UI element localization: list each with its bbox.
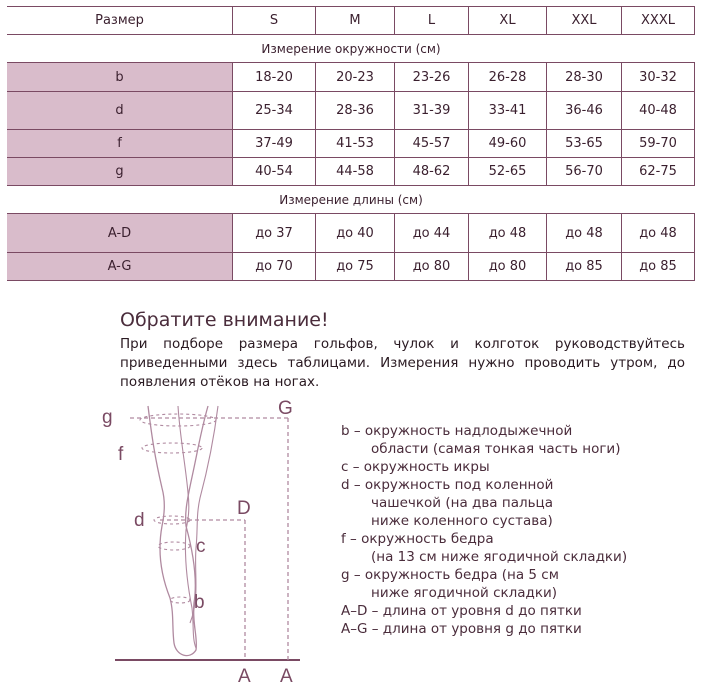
legend-line: g – окружность бедра (на 5 см: [341, 567, 559, 583]
header-size-label: Размер: [7, 7, 233, 35]
table-cell: до 48: [547, 214, 622, 253]
table-cell: 28-30: [547, 63, 622, 92]
b-circumference: [170, 597, 190, 603]
table-row: [7, 92, 695, 130]
table-cell: 30-32: [622, 63, 695, 92]
table-cell: до 48: [469, 214, 547, 253]
table-row: [7, 158, 695, 186]
table-cell: 40-54: [233, 158, 316, 186]
table-cell: до 40: [316, 214, 395, 253]
table-cell: до 85: [547, 253, 622, 281]
table-cell: 31-39: [395, 92, 469, 130]
table-cell: 62-75: [622, 158, 695, 186]
table-cell: 28-36: [316, 92, 395, 130]
label-c: c: [196, 536, 206, 557]
table-header-row: [7, 6, 695, 35]
legend-line: чашечкой (на два пальца: [371, 495, 554, 511]
header-size: S: [233, 7, 316, 35]
legend-line: f – окружность бедра: [341, 531, 494, 547]
row-label: A-G: [7, 253, 233, 281]
legend-line: ниже коленного сустава): [371, 513, 553, 529]
table-cell: 48-62: [395, 158, 469, 186]
legend-line: (на 13 см ниже ягодичной складки): [371, 549, 628, 565]
leg-back-outline: [190, 406, 218, 623]
table-cell: 33-41: [469, 92, 547, 130]
f-circumference: [142, 443, 202, 453]
legend-line: c – окружность икры: [341, 459, 490, 475]
header-size: M: [316, 7, 395, 35]
header-size: XXL: [547, 7, 622, 35]
table-cell: 40-48: [622, 92, 695, 130]
table-cell: до 75: [316, 253, 395, 281]
label-A-d: A: [238, 666, 251, 687]
note-text: При подборе размера гольфов, чулок и колготок руководствуйтесь приведенными здесь таблицами. Измерения нужно проводить утром, до появления отёков на ногах.: [120, 336, 685, 390]
table-cell: 23-26: [395, 63, 469, 92]
header-size: L: [395, 7, 469, 35]
table-cell: до 80: [469, 253, 547, 281]
table-cell: 59-70: [622, 130, 695, 158]
legend-line: A–D – длина от уровня d до пятки: [341, 603, 582, 619]
table-cell: 41-53: [316, 130, 395, 158]
table-cell: 44-58: [316, 158, 395, 186]
label-G: G: [278, 398, 293, 419]
table-cell: 25-34: [233, 92, 316, 130]
row-label: A-D: [7, 214, 233, 253]
label-f: f: [118, 444, 124, 465]
section-length: Измерение длины (см): [7, 186, 695, 214]
header-size: XXXL: [622, 7, 695, 35]
table-row: [7, 214, 695, 253]
legend-line: b – окружность надлодыжечной: [341, 423, 573, 439]
table-row: [7, 63, 695, 92]
row-label: f: [7, 130, 233, 158]
table-cell: до 44: [395, 214, 469, 253]
label-g: g: [102, 407, 113, 428]
legend: [341, 422, 691, 638]
table-row: [7, 253, 695, 281]
table-cell: 36-46: [547, 92, 622, 130]
table-cell: 53-65: [547, 130, 622, 158]
row-label: b: [7, 63, 233, 92]
table-cell: до 85: [622, 253, 695, 281]
table-cell: 20-23: [316, 63, 395, 92]
table-cell: 52-65: [469, 158, 547, 186]
table-cell: до 37: [233, 214, 316, 253]
header-size: XL: [469, 7, 547, 35]
section-circumference: Измерение окружности (см): [7, 35, 695, 63]
table-cell: 18-20: [233, 63, 316, 92]
table-cell: 45-57: [395, 130, 469, 158]
table-cell: до 70: [233, 253, 316, 281]
legend-line: A–G – длина от уровня g до пятки: [341, 621, 582, 637]
table-cell: 49-60: [469, 130, 547, 158]
table-cell: 56-70: [547, 158, 622, 186]
row-label: g: [7, 158, 233, 186]
legend-line: области (самая тонкая часть ноги): [371, 441, 621, 457]
legend-line: ниже ягодичной складки): [371, 585, 558, 601]
table-cell: до 80: [395, 253, 469, 281]
label-A-g: A: [280, 666, 293, 687]
table-cell: 26-28: [469, 63, 547, 92]
leg-measurement-figure: [100, 398, 330, 688]
legend-line: d – окружность под коленной: [341, 477, 554, 493]
row-label: d: [7, 92, 233, 130]
note-title: Обратите внимание!: [120, 309, 329, 331]
table-row: [7, 130, 695, 158]
size-table: [7, 6, 695, 281]
table-cell: до 48: [622, 214, 695, 253]
table-cell: 37-49: [233, 130, 316, 158]
label-b: b: [194, 592, 205, 613]
label-d: d: [134, 510, 145, 531]
label-D: D: [237, 498, 251, 519]
